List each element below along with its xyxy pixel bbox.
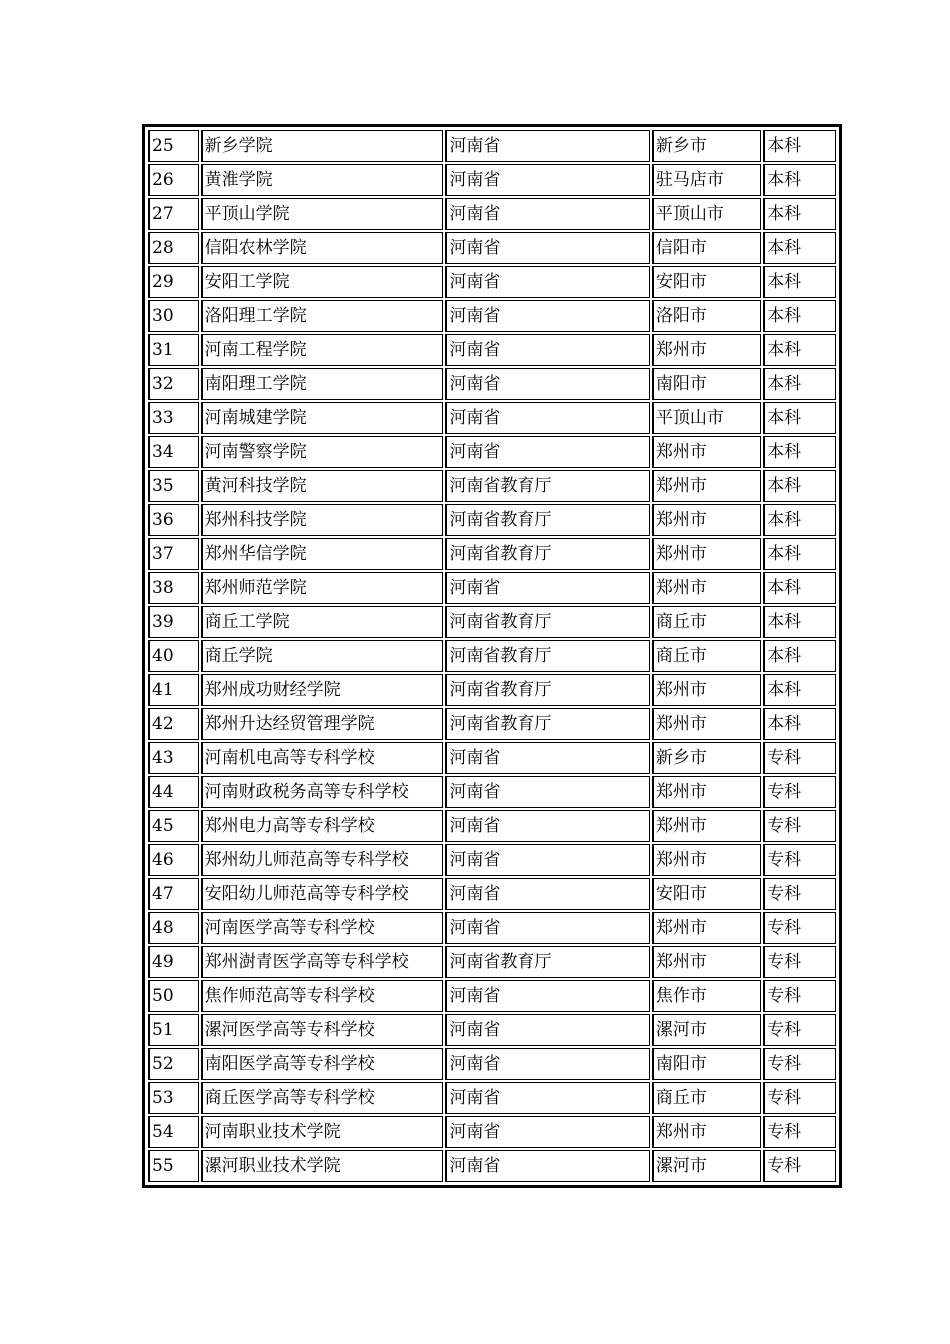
row-number-cell: 48	[148, 912, 199, 944]
education-level-cell: 本科	[763, 572, 836, 604]
education-level-cell: 本科	[763, 198, 836, 230]
table-row	[148, 1116, 836, 1148]
row-number-cell: 31	[148, 334, 199, 366]
education-level-cell: 本科	[763, 436, 836, 468]
authority-cell: 河南省教育厅	[445, 504, 649, 536]
city-cell: 商丘市	[652, 640, 761, 672]
table-row	[148, 538, 836, 570]
table-row	[148, 198, 836, 230]
table-row	[148, 232, 836, 264]
education-level-cell: 专科	[763, 1014, 836, 1046]
table-row	[148, 504, 836, 536]
city-cell: 郑州市	[652, 504, 761, 536]
school-name-cell: 河南工程学院	[201, 334, 444, 366]
authority-cell: 河南省	[445, 436, 649, 468]
authority-cell: 河南省教育厅	[445, 640, 649, 672]
city-cell: 南阳市	[652, 1048, 761, 1080]
school-name-cell: 安阳幼儿师范高等专科学校	[201, 878, 444, 910]
table-row	[148, 810, 836, 842]
school-name-cell: 郑州师范学院	[201, 572, 444, 604]
school-name-cell: 焦作师范高等专科学校	[201, 980, 444, 1012]
city-cell: 安阳市	[652, 878, 761, 910]
table-row	[148, 674, 836, 706]
table-row	[148, 130, 836, 162]
table-row	[148, 844, 836, 876]
table-row	[148, 572, 836, 604]
city-cell: 平顶山市	[652, 198, 761, 230]
row-number-cell: 49	[148, 946, 199, 978]
education-level-cell: 专科	[763, 980, 836, 1012]
school-name-cell: 郑州升达经贸管理学院	[201, 708, 444, 740]
authority-cell: 河南省	[445, 878, 649, 910]
city-cell: 郑州市	[652, 674, 761, 706]
education-level-cell: 本科	[763, 266, 836, 298]
education-level-cell: 专科	[763, 946, 836, 978]
row-number-cell: 30	[148, 300, 199, 332]
row-number-cell: 32	[148, 368, 199, 400]
school-table	[146, 128, 838, 1184]
row-number-cell: 43	[148, 742, 199, 774]
education-level-cell: 专科	[763, 1116, 836, 1148]
table-row	[148, 878, 836, 910]
school-table-frame	[142, 124, 842, 1188]
education-level-cell: 专科	[763, 912, 836, 944]
city-cell: 郑州市	[652, 912, 761, 944]
row-number-cell: 45	[148, 810, 199, 842]
table-row	[148, 1082, 836, 1114]
row-number-cell: 42	[148, 708, 199, 740]
school-name-cell: 洛阳理工学院	[201, 300, 444, 332]
city-cell: 郑州市	[652, 572, 761, 604]
row-number-cell: 46	[148, 844, 199, 876]
city-cell: 洛阳市	[652, 300, 761, 332]
row-number-cell: 28	[148, 232, 199, 264]
education-level-cell: 本科	[763, 538, 836, 570]
education-level-cell: 专科	[763, 776, 836, 808]
authority-cell: 河南省	[445, 266, 649, 298]
school-name-cell: 郑州电力高等专科学校	[201, 810, 444, 842]
row-number-cell: 27	[148, 198, 199, 230]
authority-cell: 河南省	[445, 1116, 649, 1148]
row-number-cell: 26	[148, 164, 199, 196]
school-name-cell: 漯河医学高等专科学校	[201, 1014, 444, 1046]
authority-cell: 河南省	[445, 1082, 649, 1114]
table-row	[148, 470, 836, 502]
school-name-cell: 黄河科技学院	[201, 470, 444, 502]
table-row	[148, 402, 836, 434]
table-row	[148, 1150, 836, 1182]
table-row	[148, 980, 836, 1012]
row-number-cell: 55	[148, 1150, 199, 1182]
city-cell: 南阳市	[652, 368, 761, 400]
city-cell: 驻马店市	[652, 164, 761, 196]
school-name-cell: 郑州澍青医学高等专科学校	[201, 946, 444, 978]
row-number-cell: 33	[148, 402, 199, 434]
school-name-cell: 商丘学院	[201, 640, 444, 672]
table-row	[148, 436, 836, 468]
school-name-cell: 信阳农林学院	[201, 232, 444, 264]
row-number-cell: 38	[148, 572, 199, 604]
authority-cell: 河南省	[445, 402, 649, 434]
education-level-cell: 专科	[763, 810, 836, 842]
authority-cell: 河南省	[445, 1048, 649, 1080]
authority-cell: 河南省	[445, 334, 649, 366]
authority-cell: 河南省教育厅	[445, 538, 649, 570]
education-level-cell: 本科	[763, 402, 836, 434]
school-name-cell: 黄淮学院	[201, 164, 444, 196]
city-cell: 郑州市	[652, 436, 761, 468]
school-name-cell: 安阳工学院	[201, 266, 444, 298]
city-cell: 郑州市	[652, 776, 761, 808]
table-row	[148, 742, 836, 774]
row-number-cell: 41	[148, 674, 199, 706]
city-cell: 郑州市	[652, 470, 761, 502]
authority-cell: 河南省	[445, 572, 649, 604]
row-number-cell: 51	[148, 1014, 199, 1046]
table-row	[148, 1014, 836, 1046]
city-cell: 信阳市	[652, 232, 761, 264]
table-row	[148, 946, 836, 978]
authority-cell: 河南省	[445, 912, 649, 944]
education-level-cell: 本科	[763, 504, 836, 536]
education-level-cell: 专科	[763, 742, 836, 774]
table-row	[148, 776, 836, 808]
row-number-cell: 54	[148, 1116, 199, 1148]
row-number-cell: 25	[148, 130, 199, 162]
authority-cell: 河南省	[445, 742, 649, 774]
city-cell: 平顶山市	[652, 402, 761, 434]
education-level-cell: 本科	[763, 470, 836, 502]
education-level-cell: 本科	[763, 368, 836, 400]
row-number-cell: 36	[148, 504, 199, 536]
authority-cell: 河南省教育厅	[445, 708, 649, 740]
authority-cell: 河南省	[445, 810, 649, 842]
authority-cell: 河南省	[445, 776, 649, 808]
education-level-cell: 专科	[763, 1048, 836, 1080]
city-cell: 郑州市	[652, 946, 761, 978]
education-level-cell: 专科	[763, 1082, 836, 1114]
city-cell: 郑州市	[652, 1116, 761, 1148]
school-name-cell: 河南警察学院	[201, 436, 444, 468]
city-cell: 郑州市	[652, 844, 761, 876]
school-name-cell: 商丘工学院	[201, 606, 444, 638]
city-cell: 郑州市	[652, 708, 761, 740]
education-level-cell: 本科	[763, 232, 836, 264]
table-row	[148, 708, 836, 740]
education-level-cell: 本科	[763, 674, 836, 706]
education-level-cell: 专科	[763, 878, 836, 910]
authority-cell: 河南省	[445, 300, 649, 332]
city-cell: 安阳市	[652, 266, 761, 298]
row-number-cell: 53	[148, 1082, 199, 1114]
school-name-cell: 平顶山学院	[201, 198, 444, 230]
school-name-cell: 郑州科技学院	[201, 504, 444, 536]
table-row	[148, 606, 836, 638]
school-table-body	[148, 130, 836, 1182]
authority-cell: 河南省	[445, 1150, 649, 1182]
row-number-cell: 40	[148, 640, 199, 672]
education-level-cell: 专科	[763, 844, 836, 876]
authority-cell: 河南省教育厅	[445, 946, 649, 978]
school-name-cell: 郑州成功财经学院	[201, 674, 444, 706]
row-number-cell: 44	[148, 776, 199, 808]
school-name-cell: 南阳理工学院	[201, 368, 444, 400]
authority-cell: 河南省	[445, 232, 649, 264]
row-number-cell: 35	[148, 470, 199, 502]
authority-cell: 河南省	[445, 130, 649, 162]
table-row	[148, 164, 836, 196]
education-level-cell: 本科	[763, 334, 836, 366]
authority-cell: 河南省教育厅	[445, 606, 649, 638]
authority-cell: 河南省	[445, 164, 649, 196]
row-number-cell: 52	[148, 1048, 199, 1080]
education-level-cell: 本科	[763, 640, 836, 672]
school-name-cell: 河南城建学院	[201, 402, 444, 434]
education-level-cell: 本科	[763, 708, 836, 740]
row-number-cell: 50	[148, 980, 199, 1012]
authority-cell: 河南省	[445, 1014, 649, 1046]
school-name-cell: 商丘医学高等专科学校	[201, 1082, 444, 1114]
table-row	[148, 1048, 836, 1080]
row-number-cell: 39	[148, 606, 199, 638]
school-name-cell: 河南医学高等专科学校	[201, 912, 444, 944]
city-cell: 漯河市	[652, 1150, 761, 1182]
school-name-cell: 漯河职业技术学院	[201, 1150, 444, 1182]
city-cell: 商丘市	[652, 606, 761, 638]
education-level-cell: 本科	[763, 300, 836, 332]
city-cell: 商丘市	[652, 1082, 761, 1114]
school-name-cell: 河南职业技术学院	[201, 1116, 444, 1148]
table-row	[148, 300, 836, 332]
authority-cell: 河南省	[445, 368, 649, 400]
school-name-cell: 河南机电高等专科学校	[201, 742, 444, 774]
city-cell: 郑州市	[652, 334, 761, 366]
row-number-cell: 47	[148, 878, 199, 910]
row-number-cell: 34	[148, 436, 199, 468]
school-name-cell: 郑州华信学院	[201, 538, 444, 570]
school-name-cell: 河南财政税务高等专科学校	[201, 776, 444, 808]
authority-cell: 河南省	[445, 844, 649, 876]
table-row	[148, 912, 836, 944]
education-level-cell: 本科	[763, 130, 836, 162]
authority-cell: 河南省教育厅	[445, 470, 649, 502]
table-row	[148, 266, 836, 298]
city-cell: 郑州市	[652, 538, 761, 570]
authority-cell: 河南省教育厅	[445, 674, 649, 706]
table-row	[148, 368, 836, 400]
city-cell: 新乡市	[652, 742, 761, 774]
authority-cell: 河南省	[445, 198, 649, 230]
city-cell: 郑州市	[652, 810, 761, 842]
city-cell: 焦作市	[652, 980, 761, 1012]
education-level-cell: 专科	[763, 1150, 836, 1182]
school-name-cell: 南阳医学高等专科学校	[201, 1048, 444, 1080]
school-name-cell: 新乡学院	[201, 130, 444, 162]
table-row	[148, 640, 836, 672]
row-number-cell: 29	[148, 266, 199, 298]
authority-cell: 河南省	[445, 980, 649, 1012]
education-level-cell: 本科	[763, 164, 836, 196]
education-level-cell: 本科	[763, 606, 836, 638]
school-name-cell: 郑州幼儿师范高等专科学校	[201, 844, 444, 876]
row-number-cell: 37	[148, 538, 199, 570]
city-cell: 新乡市	[652, 130, 761, 162]
table-row	[148, 334, 836, 366]
city-cell: 漯河市	[652, 1014, 761, 1046]
